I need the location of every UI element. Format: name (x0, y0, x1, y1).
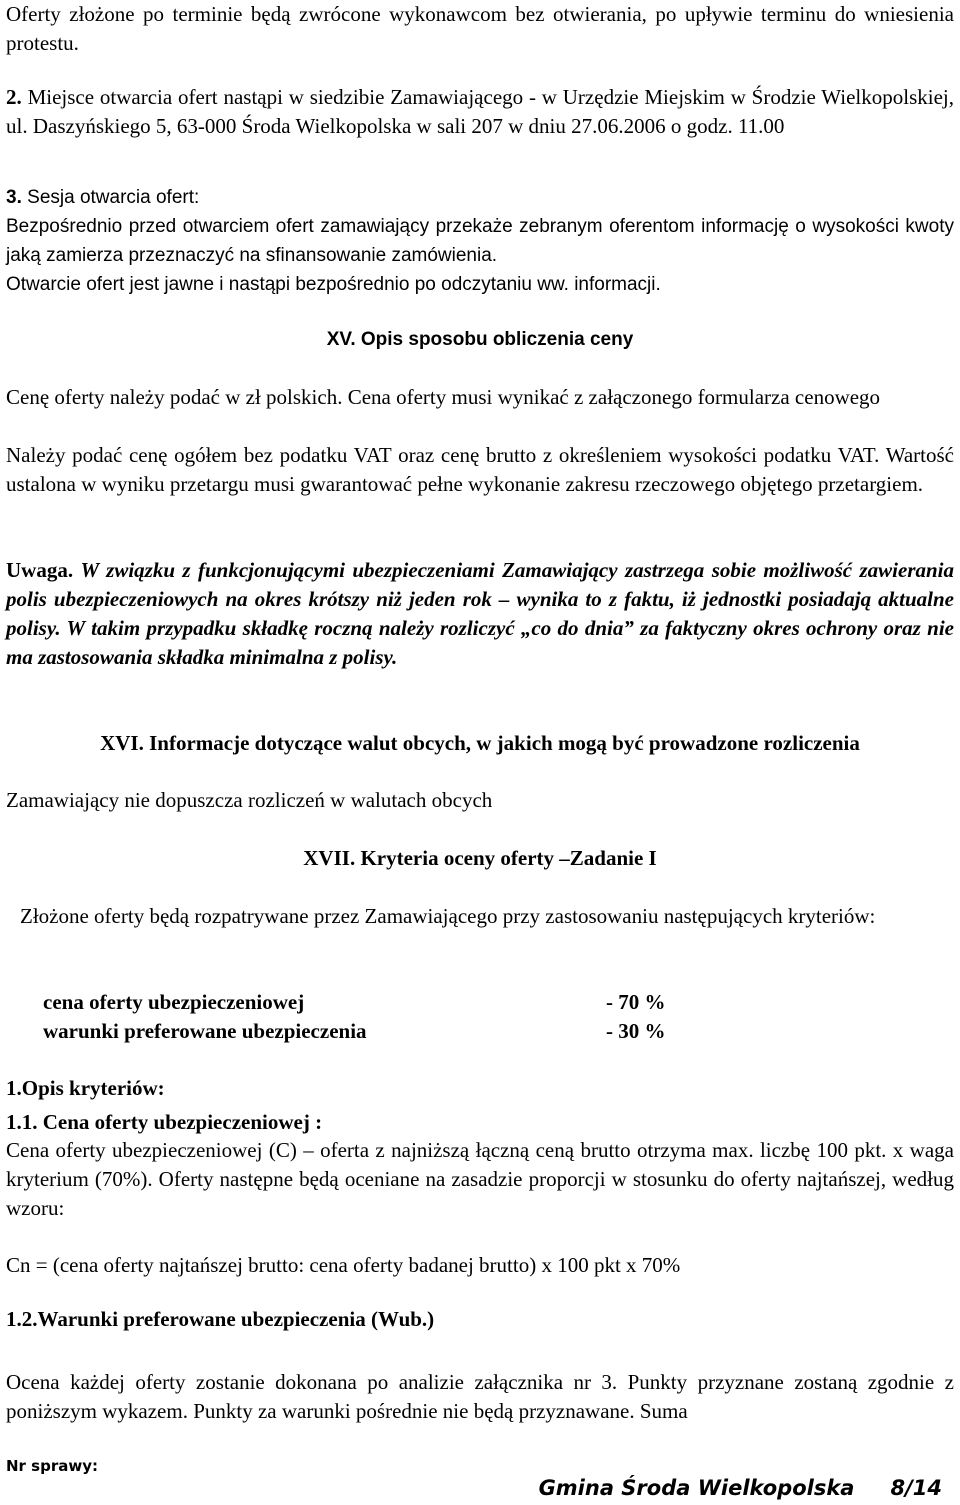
criterion-row (43, 988, 703, 1017)
criterion-1-1-heading: 1.1. Cena oferty ubezpieczeniowej : (6, 1110, 323, 1134)
criterion-name: cena oferty ubezpieczeniowej (43, 990, 305, 1014)
paragraph-late-offers: Oferty złożone po terminie będą zwrócone wykonawcom bez otwierania, po upływie terminu do wniesienia protestu. (6, 2, 954, 55)
paragraph-criteria-intro: Złożone oferty będą rozpatrywane przez Zamawiającego przy zastosowaniu następujących kryteriów: (20, 904, 876, 928)
criterion-weight: - 70 % (606, 990, 666, 1014)
page-number: 8/14 (890, 1476, 942, 1500)
session-body-2: Otwarcie ofert jest jawne i nastąpi bezpośrednio po odczytaniu ww. informacji. (6, 274, 661, 295)
item-number: 3. (6, 187, 22, 208)
criterion-1-2-heading: 1.2.Warunki preferowane ubezpieczenia (Wub.) (6, 1307, 435, 1331)
municipality-name: Gmina Środa Wielkopolska (538, 1476, 855, 1500)
item-number: 2. (6, 85, 22, 109)
note-paragraph (6, 556, 954, 672)
paragraph-price-vat: Należy podać cenę ogółem bez podatku VAT oraz cenę brutto z określeniem wysokości podatku VAT. Wartość ustalona w wyniku przetargu musi gwarantować pełne wykonanie zakresu rzeczowego objętego przetargiem. (6, 443, 954, 496)
section-heading-xvii: XVII. Kryteria oceny oferty –Zadanie I (303, 846, 657, 870)
opening-session (6, 183, 954, 299)
criterion-1-1-text: Cena oferty ubezpieczeniowej (C) – oferta z najniższą łączną ceną brutto otrzyma max. liczbę 100 pkt. x waga kryterium (70%). Oferty następne będą oceniane na zasadzie proporcji w stosunku do oferty najtańszej, według wzoru: (6, 1138, 954, 1220)
note-text: W związku z funkcjonującymi ubezpieczeniami Zamawiający zastrzega sobie możliwość zawierania polis ubezpieczeniowych na okres krótszy niż jeden rok – wynika to z faktu, iż jednostki posiadają aktualne polisy. W takim przypadku składkę roczną należy rozliczyć „co do dnia” za faktyczny okres ochrony oraz nie ma zastosowania składka minimalna z polisy. (6, 558, 954, 669)
criteria-description-heading: 1.Opis kryteriów: (6, 1076, 165, 1100)
paragraph-opening-place (6, 83, 954, 141)
session-body: Bezpośrednio przed otwarciem ofert zamawiający przekaże zebranym oferentom informację o wysokości kwoty jaką zamierza przeznaczyć na sfinansowanie zamówienia. (6, 216, 954, 266)
footer-municipality (539, 1474, 942, 1503)
session-title (6, 183, 954, 212)
criterion-weight: - 30 % (606, 1019, 666, 1043)
section-heading-xvi: XVI. Informacje dotyczące walut obcych, w jakich mogą być prowadzone rozliczenia (100, 731, 860, 755)
formula: Cn = (cena oferty najtańszej brutto: cena oferty badanej brutto) x 100 pkt x 70% (6, 1253, 681, 1277)
section-heading-xv: XV. Opis sposobu obliczenia ceny (326, 329, 634, 350)
criterion-name: warunki preferowane ubezpieczenia (43, 1019, 367, 1043)
item-text: Miejsce otwarcia ofert nastąpi w siedzibie Zamawiającego - w Urzędzie Miejskim w Środzie Wielkopolskiej, ul. Daszyńskiego 5, 63-000 Środa Wielkopolska w sali 207 w dniu 27.06.2006 o godz. 11.00 (6, 85, 954, 138)
case-number-label: Nr sprawy: (6, 1457, 98, 1475)
criterion-1-2-text: Ocena każdej oferty zostanie dokonana po analizie załącznika nr 3. Punkty przyznane zostaną zgodnie z poniższym wykazem. Punkty za warunki pośrednie nie będą przyznawane. Suma (6, 1370, 954, 1423)
criterion-row (43, 1017, 703, 1046)
item-text: Sesja otwarcia ofert: (27, 187, 200, 208)
note-label: Uwaga. (6, 558, 74, 582)
paragraph-currencies: Zamawiający nie dopuszcza rozliczeń w walutach obcych (6, 788, 493, 812)
paragraph-price-currency: Cenę oferty należy podać w zł polskich. Cena oferty musi wynikać z załączonego formularza cenowego (6, 385, 881, 409)
